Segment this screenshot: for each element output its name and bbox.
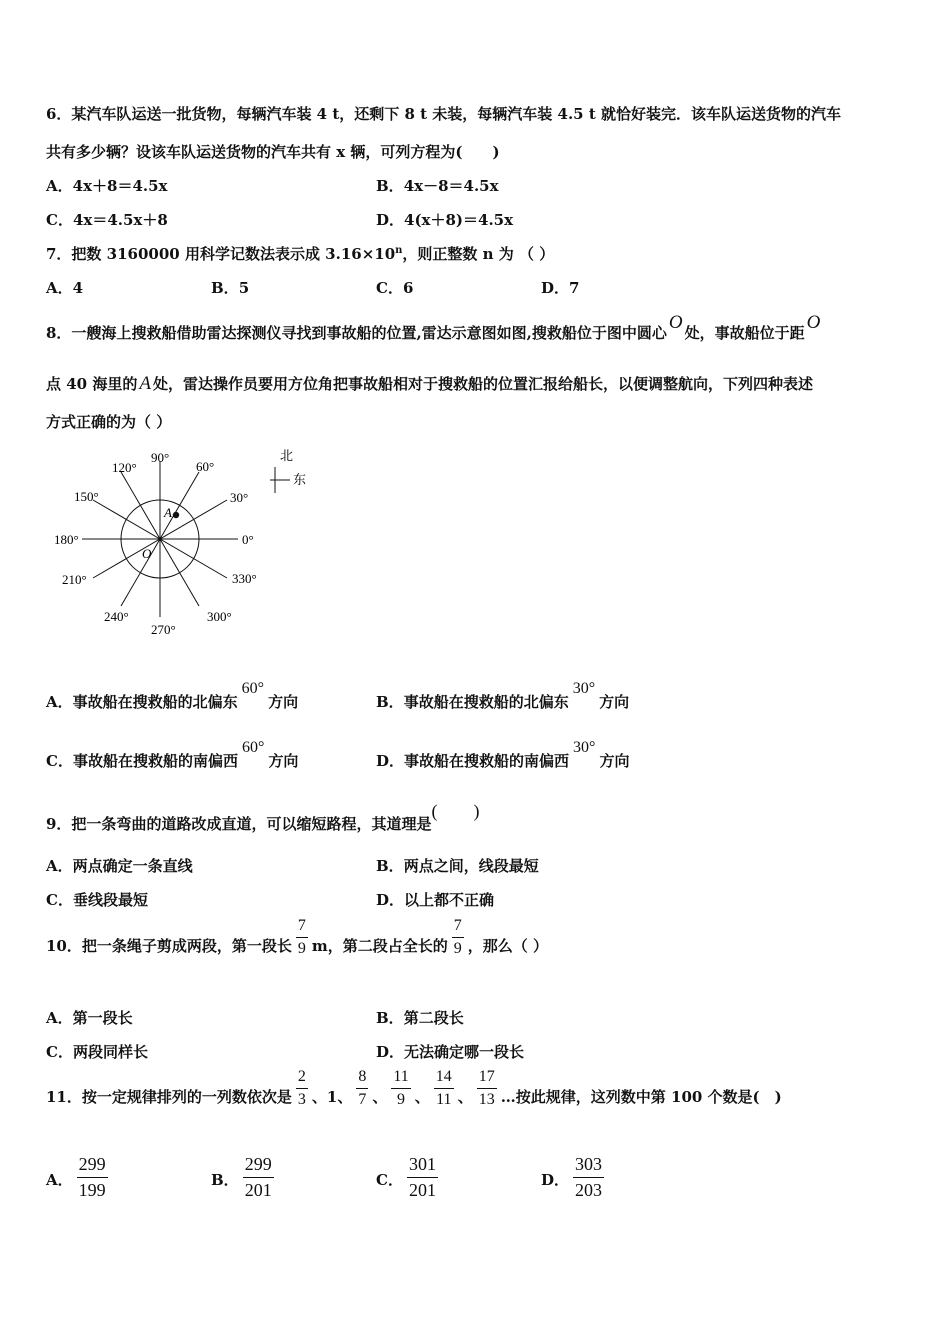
q6-option-d[interactable]: D．4(x＋8)＝4.5x bbox=[376, 211, 514, 229]
q10-option-c[interactable]: C．两段同样长 bbox=[46, 1043, 148, 1061]
q11-option-b[interactable]: B． $\frac{299}{201}$ bbox=[211, 1154, 272, 1200]
angle-label-180: 180° bbox=[54, 532, 79, 547]
q11-fraction-4: $\frac{14}{11}$ bbox=[435, 1068, 452, 1109]
q7-option-d[interactable]: D．7 bbox=[541, 279, 580, 297]
q9-option-c[interactable]: C．垂线段最短 bbox=[46, 891, 148, 909]
q6-option-a[interactable]: A．4x＋8＝4.5x bbox=[46, 177, 168, 195]
q6-option-c[interactable]: C．4x＝4.5x＋8 bbox=[46, 211, 168, 229]
q11-stem: 11．按一定规律排列的一列数依次是 $\frac{2}{3}$ 、1、 $\frac{8}{7}$ 、 $\frac{11}{9}$ 、 $\frac{14}{11}$ 、 $\frac{17}{13}$ …按此规律，这列数中第 100 个数是( ) bbox=[46, 1068, 782, 1109]
q7-stem: 7．把数 3160000 用科学记数法表示成 $3.16\times 10^n$，则正整数 n 为 （ ） bbox=[46, 245, 555, 263]
q7-option-c[interactable]: C．6 bbox=[376, 279, 414, 297]
angle-label-210: 210° bbox=[62, 572, 87, 587]
compass-east-label: 东 bbox=[293, 472, 307, 487]
angle-label-330: 330° bbox=[232, 571, 257, 586]
point-a-label: A bbox=[164, 505, 172, 520]
q11-fraction-5: $\frac{17}{13}$ bbox=[478, 1068, 495, 1109]
point-a-dot bbox=[173, 512, 179, 518]
angle-label-120: 120° bbox=[112, 460, 137, 475]
q8-option-c[interactable]: C．事故船在搜救船的南偏西60°方向 bbox=[46, 739, 299, 770]
q8-stem-line2: 点 40 海里的 A 处，雷达操作员要用方位角把事故船相对于搜救船的位置汇报给船长，以便调整航向，下列四种表述 bbox=[46, 373, 813, 394]
q10-option-b[interactable]: B．第二段长 bbox=[376, 1009, 464, 1027]
angle-label-300: 300° bbox=[207, 609, 232, 624]
angle-label-240: 240° bbox=[104, 609, 129, 624]
q10-option-d[interactable]: D．无法确定哪一段长 bbox=[376, 1043, 525, 1061]
angle-label-270: 270° bbox=[151, 622, 176, 637]
q6-stem-line1: 6．某汽车队运送一批货物，每辆汽车装 4 t，还剩下 8 t 未装，每辆汽车装 4.5 t 就恰好装完．该车队运送货物的汽车 bbox=[46, 105, 841, 123]
q9-option-a[interactable]: A．两点确定一条直线 bbox=[46, 857, 193, 875]
q10-stem: 10．把一条绳子剪成两段，第一段长 $\frac{7}{9}$ m，第二段占全长的 $\frac{7}{9}$ ，那么（ ） bbox=[46, 917, 548, 958]
q10-fraction-1: $\frac{7}{9}$ bbox=[297, 917, 306, 958]
q10-fraction-2: $\frac{7}{9}$ bbox=[453, 917, 462, 958]
q7-option-b[interactable]: B．5 bbox=[211, 279, 250, 297]
angle-label-90: 90° bbox=[151, 450, 170, 465]
q9-stem: 9．把一条弯曲的道路改成直道，可以缩短路程，其道理是( ) bbox=[46, 801, 480, 833]
q11-fraction-3: $\frac{11}{9}$ bbox=[393, 1068, 409, 1109]
q9-option-d[interactable]: D．以上都不正确 bbox=[376, 891, 495, 909]
q10-option-a[interactable]: A．第一段长 bbox=[46, 1009, 133, 1027]
q8-stem-line3: 方式正确的为（ ） bbox=[46, 413, 172, 431]
q8-option-b[interactable]: B．事故船在搜救船的北偏东30°方向 bbox=[376, 680, 630, 711]
q11-fraction-1: $\frac{2}{3}$ bbox=[297, 1068, 306, 1109]
q8-option-a[interactable]: A．事故船在搜救船的北偏东60°方向 bbox=[46, 680, 299, 711]
center-o-label: O bbox=[142, 546, 152, 561]
compass-north-label: 北 bbox=[280, 448, 294, 463]
radar-diagram bbox=[50, 445, 330, 645]
q9-option-b[interactable]: B．两点之间，线段最短 bbox=[376, 857, 539, 875]
q6-stem-line2: 共有多少辆？设该车队运送货物的汽车共有 x 辆，可列方程为( ) bbox=[46, 143, 500, 161]
angle-label-30: 30° bbox=[230, 490, 249, 505]
q8-stem-line1: 8．一艘海上搜救船借助雷达探测仪寻找到事故船的位置,雷达示意图如图,搜救船位于图中圆心 O 处，事故船位于距 O bbox=[46, 312, 821, 342]
q6-option-b[interactable]: B．4x－8＝4.5x bbox=[376, 177, 499, 195]
angle-label-0: 0° bbox=[242, 532, 254, 547]
q11-option-c[interactable]: C． $\frac{301}{201}$ bbox=[376, 1154, 436, 1200]
angle-label-60: 60° bbox=[196, 459, 215, 474]
angle-label-150: 150° bbox=[74, 489, 99, 504]
q11-option-a[interactable]: A． $\frac{299}{199}$ bbox=[46, 1154, 106, 1200]
q8-option-d[interactable]: D．事故船在搜救船的南偏西30°方向 bbox=[376, 739, 630, 770]
q11-fraction-2: $\frac{8}{7}$ bbox=[358, 1068, 367, 1109]
q11-option-d[interactable]: D． $\frac{303}{203}$ bbox=[541, 1154, 603, 1200]
q7-option-a[interactable]: A．4 bbox=[46, 279, 84, 297]
